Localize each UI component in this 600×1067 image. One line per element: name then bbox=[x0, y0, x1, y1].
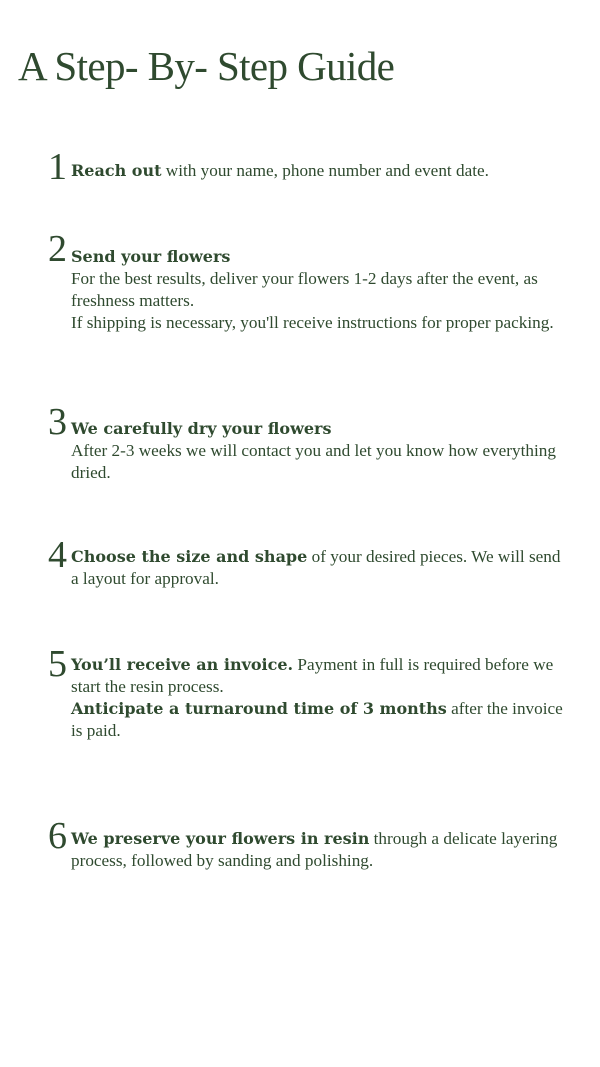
step-body: through a delicate layering process, followed by sanding and polishing. bbox=[71, 829, 558, 870]
step-heading: We carefully dry your flowers bbox=[71, 419, 332, 438]
step-heading: Reach out bbox=[71, 161, 162, 180]
step-number: 4 bbox=[48, 534, 67, 576]
step-number: 1 bbox=[48, 146, 67, 188]
step-number: 3 bbox=[48, 401, 67, 443]
step-text bbox=[71, 148, 568, 182]
step-body-secondary: If shipping is necessary, you'll receive instructions for proper packing. bbox=[71, 313, 554, 332]
step-2 bbox=[48, 230, 568, 334]
step-body: of your desired pieces. We will send a layout for approval. bbox=[71, 547, 561, 588]
step-text bbox=[71, 230, 568, 334]
step-note-heading: Anticipate a turnaround time of 3 months bbox=[71, 699, 447, 718]
step-note bbox=[71, 698, 568, 742]
step-body: with your name, phone number and event date. bbox=[161, 161, 489, 180]
step-number: 2 bbox=[48, 228, 67, 270]
step-3 bbox=[48, 403, 568, 484]
step-text bbox=[71, 403, 568, 484]
step-text bbox=[71, 536, 568, 590]
step-body: After 2-3 weeks we will contact you and let you know how everything dried. bbox=[71, 441, 556, 482]
step-5 bbox=[48, 645, 568, 742]
step-text bbox=[71, 817, 568, 872]
step-heading: Send your flowers bbox=[71, 247, 231, 266]
step-body: Payment in full is required before we start the resin process. bbox=[71, 655, 554, 696]
step-heading: We preserve your flowers in resin bbox=[71, 829, 370, 848]
step-text bbox=[71, 645, 568, 742]
step-1 bbox=[48, 146, 568, 188]
step-6 bbox=[48, 817, 568, 872]
step-4 bbox=[48, 536, 568, 590]
page-title: A Step- By- Step Guide bbox=[18, 43, 395, 89]
step-heading: Choose the size and shape bbox=[71, 547, 308, 566]
step-number: 5 bbox=[48, 643, 67, 685]
step-heading: You’ll receive an invoice. bbox=[71, 655, 294, 674]
step-number: 6 bbox=[48, 815, 67, 857]
step-note-body: after the invoice is paid. bbox=[71, 699, 563, 740]
step-body: For the best results, deliver your flowers 1-2 days after the event, as freshness matters. bbox=[71, 269, 538, 310]
